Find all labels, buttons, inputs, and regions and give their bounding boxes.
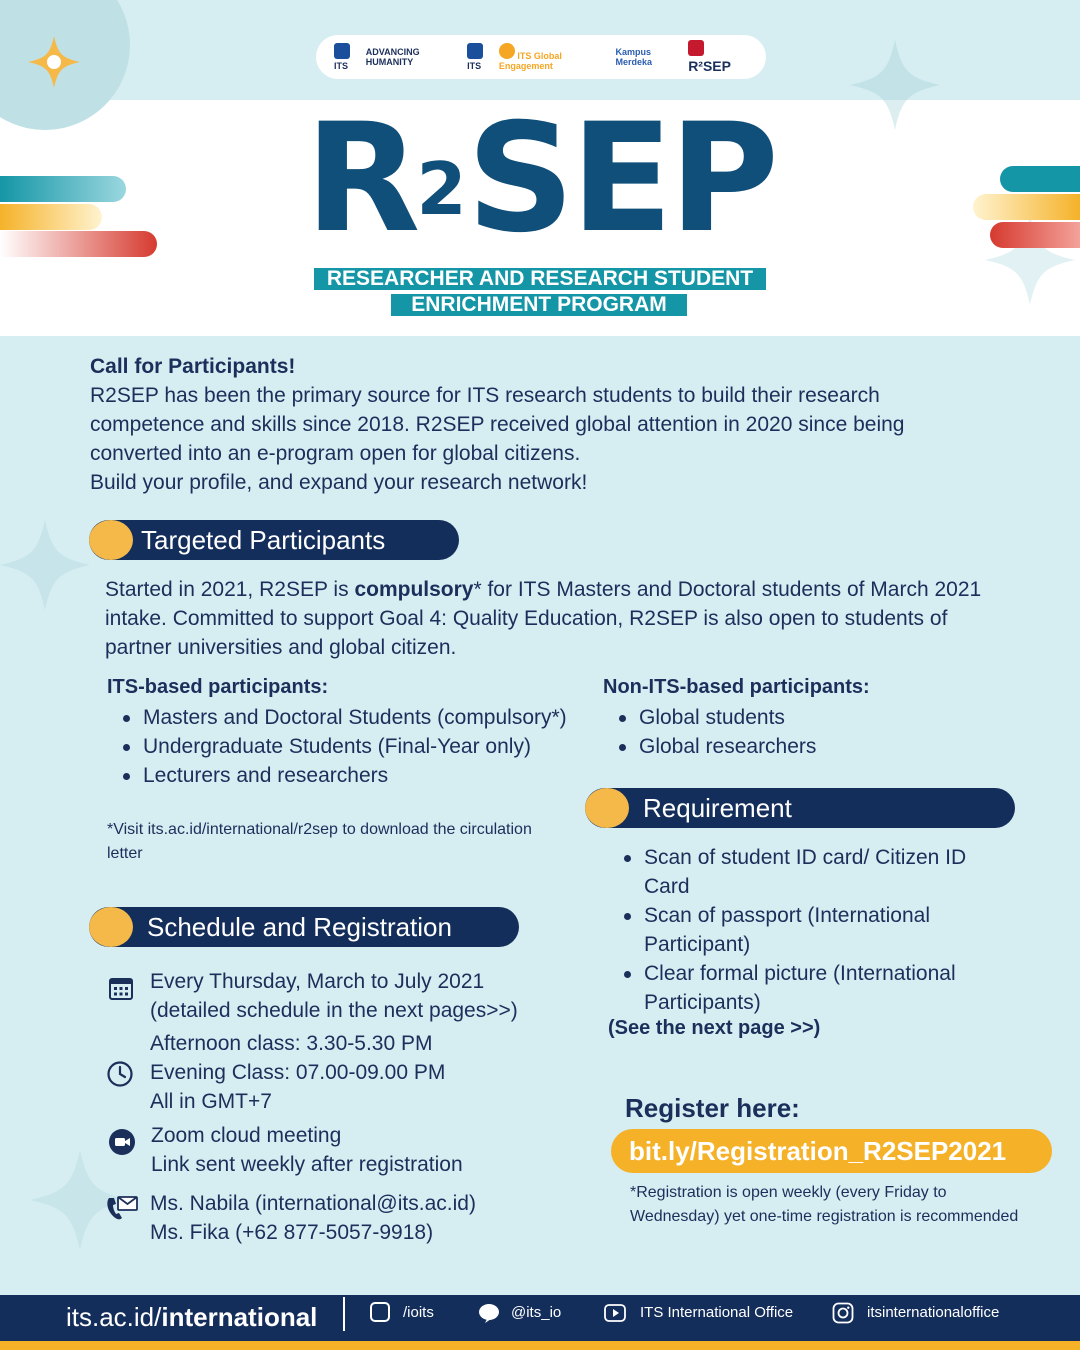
register-heading: Register here: — [625, 1093, 800, 1123]
youtube-icon — [604, 1304, 626, 1322]
video-camera-icon — [108, 1128, 136, 1156]
list-item: Global students — [603, 703, 983, 732]
instagram-icon — [832, 1302, 854, 1324]
targeted-description: Started in 2021, R2SEP is compulsory* for ITS Masters and Doctoral students of March 2021 intake. Committed to support Goal 4: Quality Education, R2SEP is also open to students of partner universities and global citizen. — [105, 578, 982, 659]
subtitle-line-2: ENRICHMENT PROGRAM — [391, 294, 687, 316]
logo-its-2: ITS — [467, 43, 499, 71]
page-title: $R^2SEP$ — [304, 92, 776, 266]
non-its-participants-heading: Non-ITS-based participants: — [603, 676, 870, 698]
compulsory-text: compulsory — [354, 578, 474, 601]
logo-kampus-merdeka: Kampus Merdeka — [615, 47, 652, 67]
schedule-dates: Every Thursday, March to July 2021 (detailed schedule in the next pages>>) — [150, 970, 518, 1022]
footer-website-link[interactable]: its.ac.id/international — [66, 1302, 318, 1332]
star-decor-icon — [0, 520, 90, 610]
section-title: Requirement — [643, 793, 792, 823]
section-targeted-participants — [89, 520, 459, 560]
its-participants-list — [107, 703, 577, 790]
list-item: Undergraduate Students (Final-Year only) — [107, 732, 577, 761]
contact-mail-phone-icon — [105, 1194, 139, 1222]
intro-cta: Build your profile, and expand your research network! — [90, 471, 588, 494]
calendar-icon — [107, 974, 135, 1002]
section-requirement — [585, 788, 1015, 828]
clock-icon — [106, 1060, 134, 1088]
footer-accent-bar — [0, 1341, 1080, 1350]
logo-global-engagement: ITS Global Engagement — [499, 43, 616, 71]
list-item: Scan of passport (International Participant) — [608, 901, 988, 959]
footer-instagram[interactable]: itsinternationaloffice — [867, 1304, 1000, 1321]
list-item: Scan of student ID card/ Citizen ID Card — [608, 843, 988, 901]
its-participants-heading: ITS-based participants: — [107, 676, 329, 698]
footer-divider — [343, 1297, 345, 1331]
intro-body: R2SEP has been the primary source for ITS research students to build their research competence and skills since 2018. R2SEP received global attention in 2020 since being converted into an e-program open for global citizens. — [90, 384, 905, 465]
list-item: Masters and Doctoral Students (compulsory*) — [107, 703, 577, 732]
registration-link[interactable]: bit.ly/Registration_R2SEP2021 — [611, 1129, 1052, 1173]
zoom-info: Zoom cloud meeting Link sent weekly after registration — [151, 1124, 463, 1176]
intro-block — [90, 352, 990, 497]
contact-info: Ms. Nabila (international@its.ac.id) Ms. Fika (+62 877-5057-9918) — [150, 1192, 476, 1244]
footer-youtube[interactable]: ITS International Office — [640, 1304, 794, 1321]
non-its-participants-list — [603, 703, 983, 761]
section-title: Targeted Participants — [141, 525, 386, 555]
requirement-list — [608, 843, 988, 1017]
schedule-times: Afternoon class: 3.30-5.30 PM Evening Class: 07.00-09.00 PM All in GMT+7 — [150, 1032, 446, 1113]
section-schedule-registration — [89, 907, 519, 947]
star-decor-icon — [28, 36, 80, 88]
logo-its: ITS — [334, 43, 366, 71]
intro-heading: Call for Participants! — [90, 355, 296, 378]
list-item: Global researchers — [603, 732, 983, 761]
subtitle-line-1: RESEARCHER AND RESEARCH STUDENT — [314, 268, 766, 290]
list-item: Lecturers and researchers — [107, 761, 577, 790]
see-next-page: (See the next page >>) — [608, 1017, 821, 1039]
logo-advancing-humanity: ADVANCING HUMANITY — [365, 47, 420, 67]
section-title: Schedule and Registration — [147, 912, 452, 942]
logo-r2sep: R²SEP — [688, 40, 748, 74]
pill-dot — [585, 788, 629, 828]
pill-dot — [89, 520, 133, 560]
partner-logos — [316, 35, 766, 79]
facebook-icon — [370, 1302, 390, 1322]
pill-dot — [89, 907, 133, 947]
registration-note: *Registration is open weekly (every Friday to Wednesday) yet one-time registration is recommended — [630, 1184, 1019, 1225]
footer-line[interactable]: @its_io — [511, 1304, 562, 1321]
circulation-note: *Visit its.ac.id/international/r2sep to download the circulation letter — [107, 821, 532, 862]
line-chat-icon — [478, 1303, 500, 1323]
footer-facebook[interactable]: /ioits — [403, 1304, 434, 1321]
list-item: Clear formal picture (International Participants) — [608, 959, 988, 1017]
